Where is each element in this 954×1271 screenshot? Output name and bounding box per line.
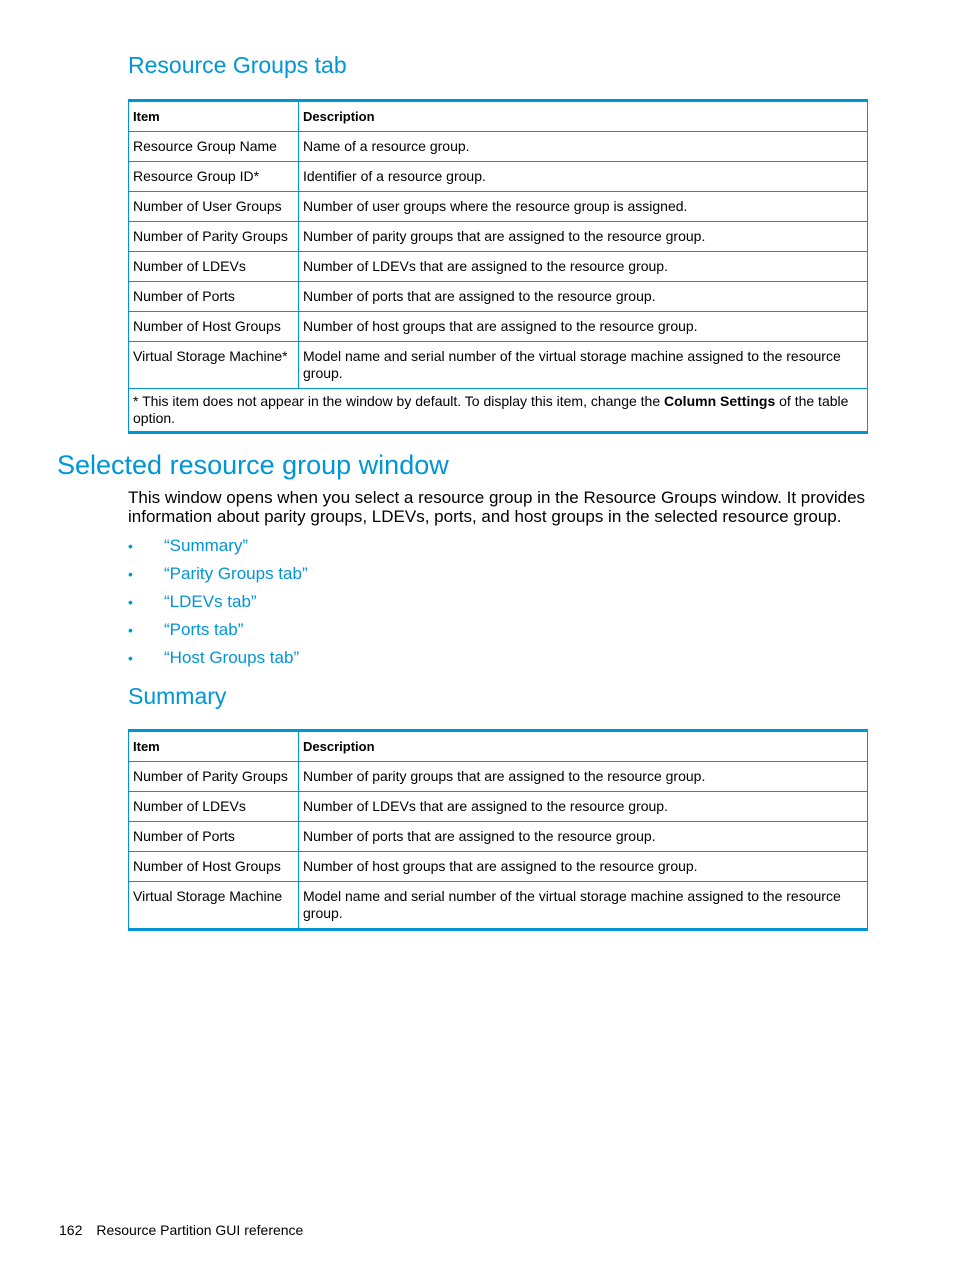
link-ldevs-tab[interactable]: “LDEVs tab” [164,592,257,611]
table-row [129,222,868,252]
header-description: Description [299,101,868,132]
summary-table [128,729,868,931]
item-cell: Virtual Storage Machine [129,882,299,930]
description-cell: Number of LDEVs that are assigned to the resource group. [299,252,868,282]
table-row [129,882,868,930]
footnote-bold-column-settings: Column Settings [664,393,776,409]
description-cell: Number of user groups where the resource group is assigned. [299,192,868,222]
item-cell: Number of Parity Groups [129,222,299,252]
item-cell: Number of Ports [129,822,299,852]
table-row [129,342,868,389]
table-row [129,852,868,882]
description-cell: Model name and serial number of the virtual storage machine assigned to the resource group. [299,342,868,389]
footnote-text-before: * This item does not appear in the window by default. To display this item, change the [133,393,665,409]
description-cell: Number of host groups that are assigned to the resource group. [299,312,868,342]
section-heading-summary: Summary [128,683,227,709]
page-footer [59,1222,303,1238]
item-cell: Resource Group ID* [129,162,299,192]
intro-paragraph: This window opens when you select a resource group in the Resource Groups window. It provides information about parity groups, LDEVs, ports, and host groups in the selected resource group. [128,488,866,526]
item-cell: Resource Group Name [129,132,299,162]
item-cell: Number of Host Groups [129,312,299,342]
item-cell: Number of Ports [129,282,299,312]
header-description: Description [299,731,868,762]
description-cell: Identifier of a resource group. [299,162,868,192]
bullet-icon: • [128,650,133,666]
link-host-groups-tab[interactable]: “Host Groups tab” [164,648,300,667]
footer-title: Resource Partition GUI reference [96,1222,304,1238]
footnote-text-after: of the table option. [133,393,849,426]
header-item: Item [129,101,299,132]
description-cell: Model name and serial number of the virtual storage machine assigned to the resource group. [299,882,868,930]
resource-groups-table [128,99,868,434]
section-heading-resource-groups-tab: Resource Groups tab [128,52,347,78]
table-row [129,822,868,852]
item-cell: Virtual Storage Machine* [129,342,299,389]
page-number: 162 [59,1222,83,1238]
item-cell: Number of LDEVs [129,252,299,282]
table-row [129,282,868,312]
table-row [129,132,868,162]
description-cell: Name of a resource group. [299,132,868,162]
table-note-row [129,389,868,433]
table-footnote [129,389,868,433]
link-parity-groups-tab[interactable]: “Parity Groups tab” [164,564,308,583]
description-cell: Number of host groups that are assigned to the resource group. [299,852,868,882]
table-header-row [129,731,868,762]
header-item: Item [129,731,299,762]
table-row [129,762,868,792]
item-cell: Number of Parity Groups [129,762,299,792]
table-row [129,162,868,192]
link-ports-tab[interactable]: “Ports tab” [164,620,244,639]
description-cell: Number of ports that are assigned to the resource group. [299,822,868,852]
link-summary[interactable]: “Summary” [164,536,249,555]
description-cell: Number of parity groups that are assigned to the resource group. [299,222,868,252]
description-cell: Number of LDEVs that are assigned to the resource group. [299,792,868,822]
description-cell: Number of parity groups that are assigned to the resource group. [299,762,868,792]
table-row [129,792,868,822]
table-header-row [129,101,868,132]
bullet-icon: • [128,566,133,582]
page-title: Selected resource group window [57,450,449,480]
bullet-icon: • [128,622,133,638]
table-row [129,192,868,222]
table-row [129,252,868,282]
item-cell: Number of User Groups [129,192,299,222]
description-cell: Number of ports that are assigned to the resource group. [299,282,868,312]
bullet-icon: • [128,538,133,554]
bullet-icon: • [128,594,133,610]
item-cell: Number of LDEVs [129,792,299,822]
table-row [129,312,868,342]
item-cell: Number of Host Groups [129,852,299,882]
